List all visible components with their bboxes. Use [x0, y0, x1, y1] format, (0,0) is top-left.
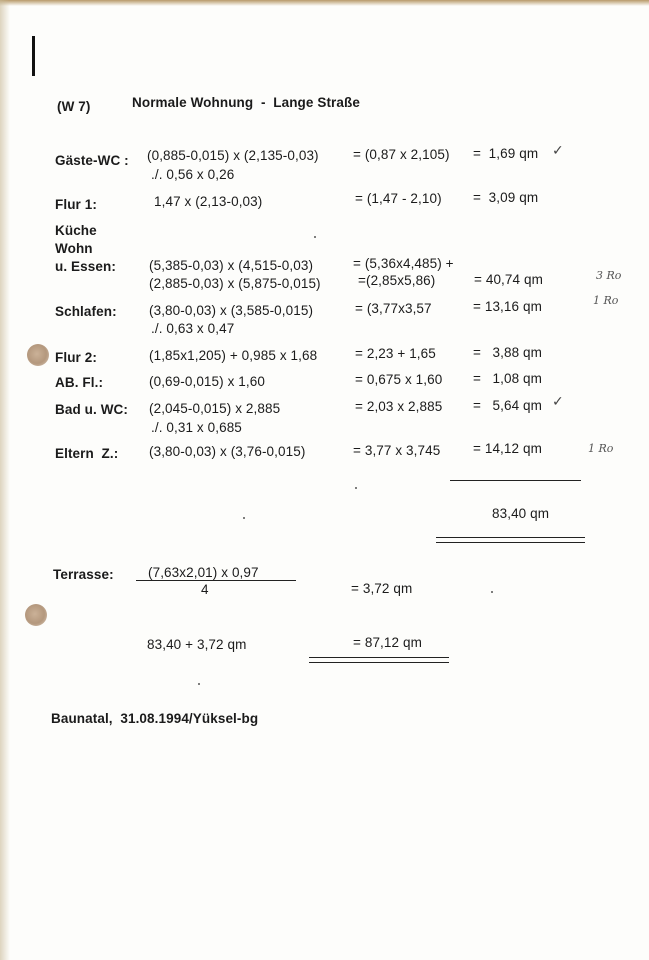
handnote-kueche-a: 3 Ro	[596, 269, 622, 282]
formula-flur1: 1,47 x (2,13-0,03)	[154, 194, 263, 209]
terrace-numerator: (7,63x2,01) x 0,97	[148, 565, 259, 580]
result-flur2: = 3,88 qm	[473, 345, 543, 360]
handnote-eltern: 1 Ro	[588, 442, 614, 455]
result-gaeste-wc: = 1,69 qm	[473, 146, 539, 161]
result-eltern: = 14,12 qm	[473, 441, 542, 456]
footer-place-date: Baunatal, 31.08.1994/Yüksel-bg	[51, 711, 259, 726]
result-ab-fl: = 1,08 qm	[473, 371, 543, 386]
room-label-flur2: Flur 2:	[55, 350, 97, 365]
speck	[198, 683, 200, 685]
document-code: (W 7)	[57, 99, 91, 114]
formula-bad: (2,045-0,015) x 2,885	[149, 401, 281, 416]
deduction-bad: ./. 0,31 x 0,685	[151, 420, 242, 435]
equals-flur1: = (1,47 - 2,10)	[355, 191, 442, 206]
room-label-gaeste-wc: Gäste-WC :	[55, 153, 129, 168]
terrace-label: Terrasse:	[53, 567, 114, 582]
room-label-ab-fl: AB. Fl.:	[55, 375, 104, 390]
total-result: = 87,12 qm	[353, 635, 422, 650]
total-double-rule	[309, 657, 449, 663]
punch-hole-icon	[27, 344, 49, 366]
paper-edge-left	[0, 0, 10, 960]
formula-kueche-1: (5,385-0,03) x (4,515-0,03)	[149, 258, 314, 273]
total-formula: 83,40 + 3,72 qm	[147, 637, 247, 652]
deduction-gaeste-wc: ./. 0,56 x 0,26	[151, 167, 235, 182]
punch-hole-icon	[25, 604, 47, 626]
room-label-eltern: Eltern Z.:	[55, 446, 119, 461]
equals-kueche-1: = (5,36x4,485) +	[353, 256, 454, 271]
formula-kueche-2: (2,885-0,03) x (5,875-0,015)	[149, 276, 321, 291]
fraction-bar	[136, 580, 296, 581]
checkmark-icon: ✓	[552, 394, 564, 410]
room-label-flur1: Flur 1:	[55, 197, 97, 212]
terrace-denominator: 4	[201, 582, 209, 597]
checkmark-icon: ✓	[552, 143, 564, 159]
room-label-wohn: Wohn	[55, 241, 93, 256]
subtotal-rule	[450, 480, 581, 481]
equals-bad: = 2,03 x 2,885	[355, 399, 443, 414]
subtotal-value: 83,40 qm	[492, 506, 550, 521]
room-label-essen: u. Essen:	[55, 259, 116, 274]
equals-eltern: = 3,77 x 3,745	[353, 443, 441, 458]
result-flur1: = 3,09 qm	[473, 190, 539, 205]
document-title: Normale Wohnung - Lange Straße	[132, 95, 360, 110]
result-bad: = 5,64 qm	[473, 398, 543, 413]
speck	[355, 487, 357, 489]
formula-gaeste-wc: (0,885-0,015) x (2,135-0,03)	[147, 148, 319, 163]
margin-bar-mark	[32, 36, 35, 76]
equals-ab-fl: = 0,675 x 1,60	[355, 372, 443, 387]
equals-flur2: = 2,23 + 1,65	[355, 346, 436, 361]
room-label-kueche: Küche	[55, 223, 97, 238]
speck	[314, 236, 316, 238]
formula-flur2: (1,85x1,205) + 0,985 x 1,68	[149, 348, 318, 363]
speck	[491, 591, 493, 593]
terrace-result: = 3,72 qm	[351, 581, 413, 596]
equals-gaeste-wc: = (0,87 x 2,105)	[353, 147, 450, 162]
paper-edge-top	[0, 0, 649, 6]
room-label-schlafen: Schlafen:	[55, 304, 117, 319]
deduction-schlafen: ./. 0,63 x 0,47	[151, 321, 235, 336]
speck	[243, 517, 245, 519]
formula-ab-fl: (0,69-0,015) x 1,60	[149, 374, 265, 389]
result-kueche: = 40,74 qm	[474, 272, 543, 287]
equals-schlafen: = (3,77x3,57	[355, 301, 432, 316]
equals-kueche-2: =(2,85x5,86)	[358, 273, 436, 288]
subtotal-double-rule	[436, 537, 585, 543]
formula-schlafen: (3,80-0,03) x (3,585-0,015)	[149, 303, 314, 318]
room-label-bad: Bad u. WC:	[55, 402, 128, 417]
formula-eltern: (3,80-0,03) x (3,76-0,015)	[149, 444, 306, 459]
handnote-kueche-b: 1 Ro	[593, 294, 619, 307]
result-schlafen: = 13,16 qm	[473, 299, 542, 314]
